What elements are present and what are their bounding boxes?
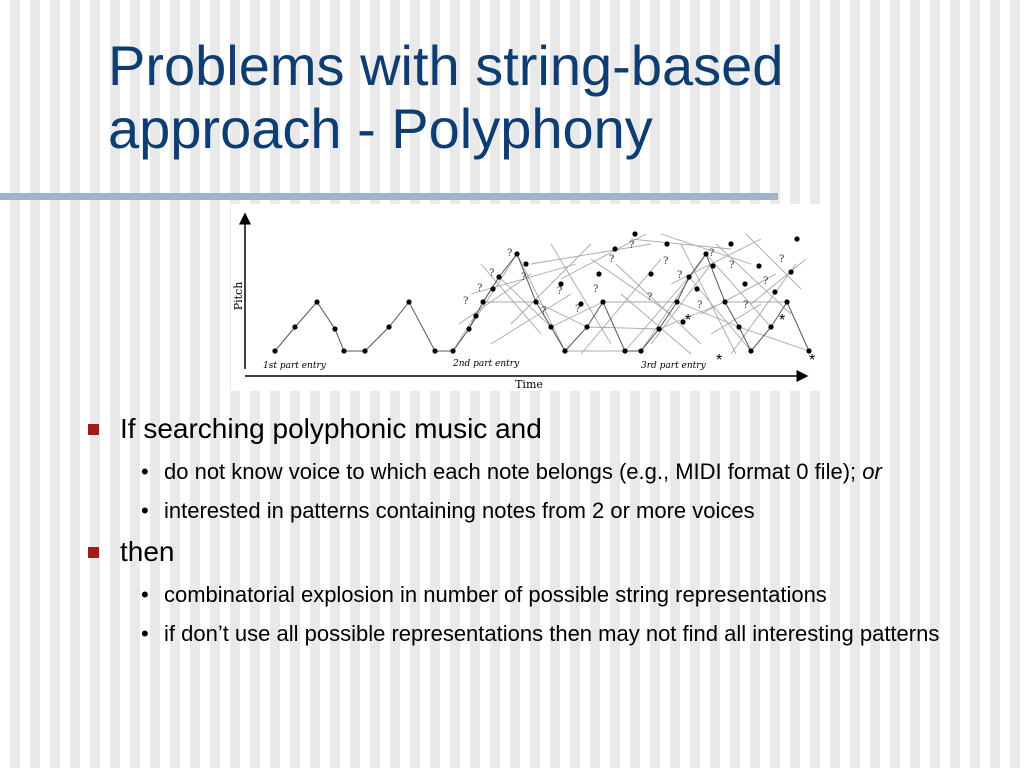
asterisk-2: * bbox=[716, 352, 723, 369]
sub-bullet-2-1-text: combinatorial explosion in number of possible string representations bbox=[164, 582, 827, 607]
polyphony-figure bbox=[231, 204, 820, 391]
svg-text:?: ? bbox=[709, 248, 715, 259]
y-axis-label: Pitch bbox=[232, 281, 245, 311]
sub-bullet-1-2 bbox=[141, 494, 944, 527]
svg-text:?: ? bbox=[575, 304, 581, 315]
svg-text:?: ? bbox=[593, 284, 599, 295]
sub-bullet-1-1-text: do not know voice to which each note belongs (e.g., MIDI format 0 file); bbox=[164, 459, 863, 484]
dot-bullet-icon: • bbox=[141, 498, 149, 523]
asterisk-3: * bbox=[779, 312, 786, 329]
bullet-1 bbox=[88, 410, 988, 447]
square-bullet-icon bbox=[88, 424, 99, 435]
svg-text:?: ? bbox=[609, 254, 615, 265]
sub-bullet-1-1 bbox=[141, 455, 944, 488]
svg-text:?: ? bbox=[779, 254, 785, 265]
svg-text:?: ? bbox=[489, 268, 495, 279]
entry-label-1: 1st part entry bbox=[263, 361, 326, 371]
svg-text:?: ? bbox=[557, 286, 563, 297]
svg-text:?: ? bbox=[477, 283, 483, 294]
svg-text:?: ? bbox=[507, 248, 513, 259]
sub-bullet-2-2 bbox=[141, 617, 944, 650]
svg-text:?: ? bbox=[463, 296, 469, 307]
dot-bullet-icon: • bbox=[141, 621, 149, 646]
bullet-2-text: then bbox=[120, 536, 175, 567]
square-bullet-icon bbox=[88, 547, 99, 558]
bullet-1-text: If searching polyphonic music and bbox=[120, 413, 542, 444]
svg-text:?: ? bbox=[677, 270, 683, 281]
sub-bullet-1-1-emphasis: or bbox=[862, 459, 882, 484]
entry-label-2: 2nd part entry bbox=[453, 359, 520, 369]
asterisk-4: * bbox=[809, 352, 816, 369]
title-line-2: approach - Polyphony bbox=[108, 97, 653, 160]
title-line-1: Problems with string-based bbox=[108, 34, 784, 97]
slide-title bbox=[108, 34, 988, 160]
bullet-list bbox=[88, 410, 988, 656]
sub-bullet-1-2-text: interested in patterns containing notes from 2 or more voices bbox=[164, 498, 755, 523]
svg-text:?: ? bbox=[697, 300, 703, 311]
svg-text:?: ? bbox=[629, 240, 635, 251]
dot-bullet-icon: • bbox=[141, 459, 149, 484]
svg-text:?: ? bbox=[743, 300, 749, 311]
svg-text:?: ? bbox=[763, 276, 769, 287]
title-divider bbox=[0, 193, 778, 200]
polyphony-diagram bbox=[231, 204, 820, 391]
svg-text:?: ? bbox=[521, 272, 527, 283]
dot-bullet-icon: • bbox=[141, 582, 149, 607]
asterisk-1: * bbox=[685, 312, 692, 329]
entry-label-3: 3rd part entry bbox=[641, 361, 706, 371]
bullet-2 bbox=[88, 533, 988, 570]
x-axis-label: Time bbox=[515, 378, 543, 391]
svg-text:?: ? bbox=[647, 292, 653, 303]
sub-bullet-2-1 bbox=[141, 578, 944, 611]
sub-bullet-2-2-text: if don’t use all possible representations then may not find all interesting patterns bbox=[164, 621, 940, 646]
svg-text:?: ? bbox=[729, 260, 735, 271]
svg-text:?: ? bbox=[541, 306, 547, 317]
svg-text:?: ? bbox=[663, 256, 669, 267]
